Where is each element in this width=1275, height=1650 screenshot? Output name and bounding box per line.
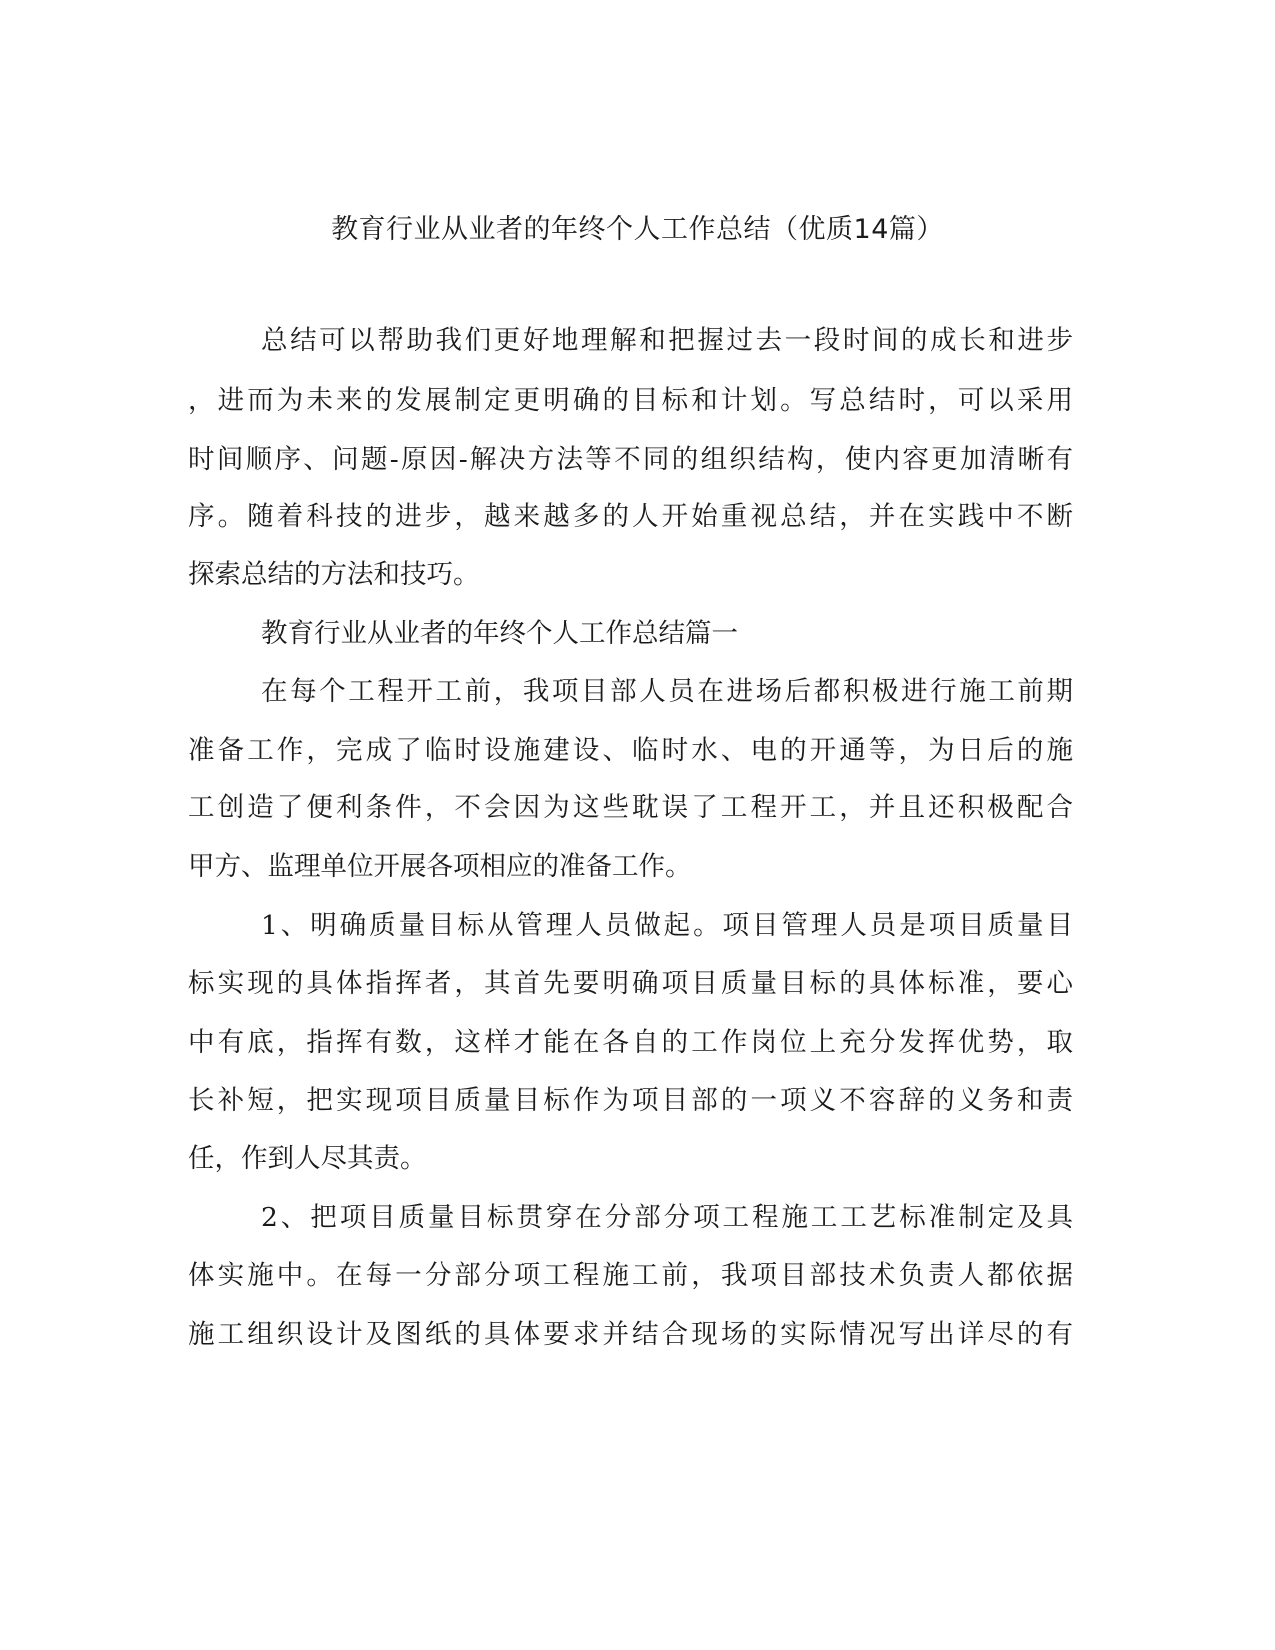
paragraph-line: 施工组织设计及图纸的具体要求并结合现场的实际情况写出详尽的有 — [188, 1319, 1073, 1350]
paragraph-line: 标实现的具体指挥者，其首先要明确项目质量目标的具体标准，要心 — [188, 968, 1073, 999]
paragraph-line: 工创造了便利条件，不会因为这些耽误了工程开工，并且还积极配合 — [188, 792, 1073, 823]
paragraph-line: 时间顺序、问题-原因-解决方法等不同的组织结构，使内容更加清晰有 — [188, 444, 1073, 475]
paragraph-line: 长补短，把实现项目质量目标作为项目部的一项义不容辞的义务和责 — [188, 1085, 1073, 1116]
section-heading: 教育行业从业者的年终个人工作总结篇一 — [261, 618, 738, 649]
paragraph-line: 总结可以帮助我们更好地理解和把握过去一段时间的成长和进步 — [261, 325, 1073, 356]
paragraph-line: 体实施中。在每一分部分项工程施工前，我项目部技术负责人都依据 — [188, 1260, 1073, 1291]
paragraph-line: 甲方、监理单位开展各项相应的准备工作。 — [188, 851, 692, 882]
paragraph-line: 任，作到人尽其责。 — [188, 1143, 427, 1174]
paragraph-line: 序。随着科技的进步，越来越多的人开始重视总结，并在实践中不断 — [188, 501, 1073, 532]
paragraph-line: 1、明确质量目标从管理人员做起。项目管理人员是项目质量目 — [261, 910, 1073, 941]
paragraph-line: 在每个工程开工前，我项目部人员在进场后都积极进行施工前期 — [261, 676, 1073, 707]
document-title: 教育行业从业者的年终个人工作总结（优质14篇） — [331, 214, 944, 245]
paragraph-line: 准备工作，完成了临时设施建设、临时水、电的开通等，为日后的施 — [188, 735, 1073, 766]
paragraph-line: 探索总结的方法和技巧。 — [188, 559, 480, 590]
paragraph-line: ，进而为未来的发展制定更明确的目标和计划。写总结时，可以采用 — [188, 385, 1073, 416]
paragraph-line: 中有底，指挥有数，这样才能在各自的工作岗位上充分发挥优势，取 — [188, 1027, 1073, 1058]
paragraph-line: 2、把项目质量目标贯穿在分部分项工程施工工艺标准制定及具 — [261, 1202, 1073, 1233]
